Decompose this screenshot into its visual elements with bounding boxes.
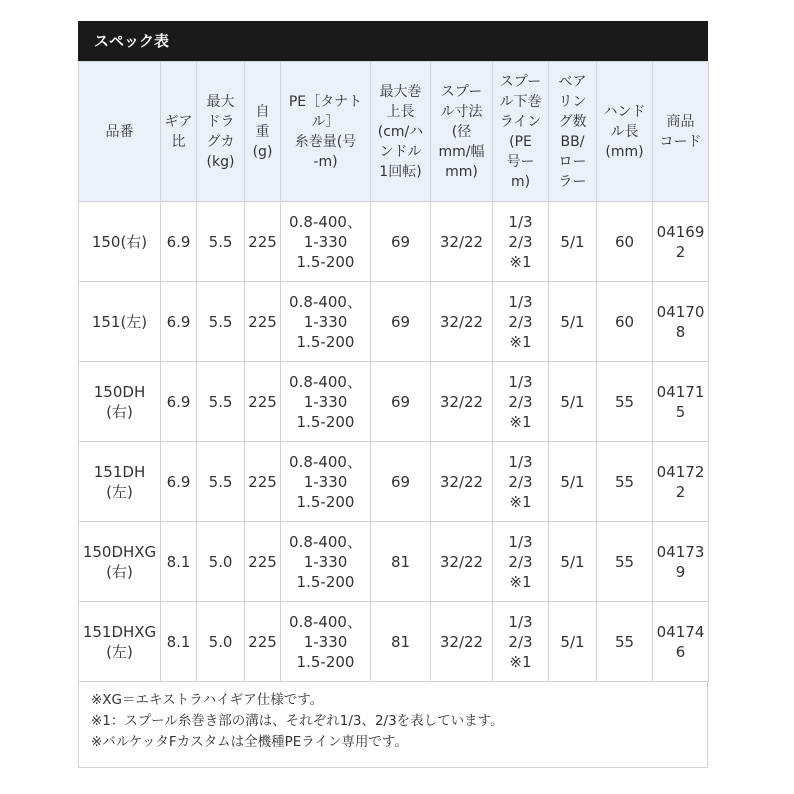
cell-line-capacity: 0.8-400、 1-330 1.5-200	[281, 202, 371, 282]
spec-notes	[78, 682, 708, 768]
table-row	[79, 602, 709, 682]
cell-line-capacity: 0.8-400、 1-330 1.5-200	[281, 522, 371, 602]
cell-spool-size: 32/22	[431, 442, 493, 522]
col-header-model: 品番	[79, 62, 161, 202]
spec-title: スペック表	[78, 21, 708, 61]
cell-handle-length: 55	[597, 362, 653, 442]
cell-bearings: 5/1	[549, 442, 597, 522]
table-row	[79, 442, 709, 522]
cell-weight: 225	[245, 602, 281, 682]
cell-product-code: 04173 9	[653, 522, 709, 602]
note-line: ※バルケッタFカスタムは全機種PEライン専用です。	[91, 734, 408, 750]
cell-bearings: 5/1	[549, 362, 597, 442]
col-header-spool-size: スプー ル寸法 (径 mm/幅 mm)	[431, 62, 493, 202]
col-header-retrieve: 最大巻 上長 (cm/ハ ンドル 1回転)	[371, 62, 431, 202]
cell-underline: 1/3 2/3 ※1	[493, 202, 549, 282]
cell-line-capacity: 0.8-400、 1-330 1.5-200	[281, 602, 371, 682]
cell-model: 151(左)	[79, 282, 161, 362]
cell-retrieve: 81	[371, 522, 431, 602]
cell-spool-size: 32/22	[431, 522, 493, 602]
cell-underline: 1/3 2/3 ※1	[493, 442, 549, 522]
note-line: ※XG＝エキストラハイギア仕様です。	[91, 692, 324, 708]
col-header-underline: スプー ル下巻 ライン (PE 号ー m)	[493, 62, 549, 202]
cell-product-code: 04172 2	[653, 442, 709, 522]
cell-gear-ratio: 6.9	[161, 362, 197, 442]
cell-bearings: 5/1	[549, 202, 597, 282]
cell-model: 151DH (左)	[79, 442, 161, 522]
cell-model: 150DHXG (右)	[79, 522, 161, 602]
cell-max-drag: 5.0	[197, 522, 245, 602]
cell-model: 150DH (右)	[79, 362, 161, 442]
cell-bearings: 5/1	[549, 522, 597, 602]
cell-retrieve: 69	[371, 202, 431, 282]
cell-line-capacity: 0.8-400、 1-330 1.5-200	[281, 442, 371, 522]
cell-spool-size: 32/22	[431, 362, 493, 442]
table-row	[79, 362, 709, 442]
cell-gear-ratio: 6.9	[161, 442, 197, 522]
cell-gear-ratio: 6.9	[161, 202, 197, 282]
cell-weight: 225	[245, 202, 281, 282]
cell-max-drag: 5.0	[197, 602, 245, 682]
cell-weight: 225	[245, 282, 281, 362]
cell-underline: 1/3 2/3 ※1	[493, 282, 549, 362]
table-row	[79, 282, 709, 362]
cell-underline: 1/3 2/3 ※1	[493, 522, 549, 602]
note-line: ※1：スプール糸巻き部の溝は、それぞれ1/3、2/3を表しています。	[91, 713, 504, 729]
cell-product-code: 04170 8	[653, 282, 709, 362]
cell-handle-length: 60	[597, 202, 653, 282]
cell-bearings: 5/1	[549, 282, 597, 362]
cell-spool-size: 32/22	[431, 202, 493, 282]
cell-retrieve: 69	[371, 282, 431, 362]
col-header-product-code: 商品 コード	[653, 62, 709, 202]
cell-max-drag: 5.5	[197, 442, 245, 522]
cell-max-drag: 5.5	[197, 282, 245, 362]
spec-table	[78, 61, 709, 682]
spec-table-body	[79, 202, 709, 682]
cell-spool-size: 32/22	[431, 282, 493, 362]
cell-weight: 225	[245, 522, 281, 602]
col-header-bearings: ベア リン グ数 BB/ ロー ラー	[549, 62, 597, 202]
cell-bearings: 5/1	[549, 602, 597, 682]
cell-retrieve: 69	[371, 442, 431, 522]
cell-gear-ratio: 6.9	[161, 282, 197, 362]
cell-underline: 1/3 2/3 ※1	[493, 602, 549, 682]
cell-handle-length: 55	[597, 602, 653, 682]
cell-handle-length: 55	[597, 522, 653, 602]
col-header-max-drag: 最大 ドラ グカ (kg)	[197, 62, 245, 202]
cell-max-drag: 5.5	[197, 362, 245, 442]
cell-retrieve: 69	[371, 362, 431, 442]
cell-product-code: 04169 2	[653, 202, 709, 282]
cell-line-capacity: 0.8-400、 1-330 1.5-200	[281, 362, 371, 442]
table-row	[79, 202, 709, 282]
spec-section	[78, 21, 708, 768]
col-header-handle-length: ハンド ル長 (mm)	[597, 62, 653, 202]
cell-handle-length: 60	[597, 282, 653, 362]
cell-model: 150(右)	[79, 202, 161, 282]
cell-product-code: 04171 5	[653, 362, 709, 442]
col-header-line-capacity: PE［タナト ル］ 糸巻量(号 -m)	[281, 62, 371, 202]
table-row	[79, 522, 709, 602]
cell-handle-length: 55	[597, 442, 653, 522]
cell-gear-ratio: 8.1	[161, 522, 197, 602]
cell-gear-ratio: 8.1	[161, 602, 197, 682]
col-header-weight: 自 重 (g)	[245, 62, 281, 202]
cell-max-drag: 5.5	[197, 202, 245, 282]
cell-product-code: 04174 6	[653, 602, 709, 682]
cell-line-capacity: 0.8-400、 1-330 1.5-200	[281, 282, 371, 362]
col-header-gear-ratio: ギア 比	[161, 62, 197, 202]
cell-model: 151DHXG (左)	[79, 602, 161, 682]
spec-header-row	[79, 62, 709, 202]
cell-underline: 1/3 2/3 ※1	[493, 362, 549, 442]
cell-retrieve: 81	[371, 602, 431, 682]
cell-weight: 225	[245, 442, 281, 522]
cell-weight: 225	[245, 362, 281, 442]
cell-spool-size: 32/22	[431, 602, 493, 682]
